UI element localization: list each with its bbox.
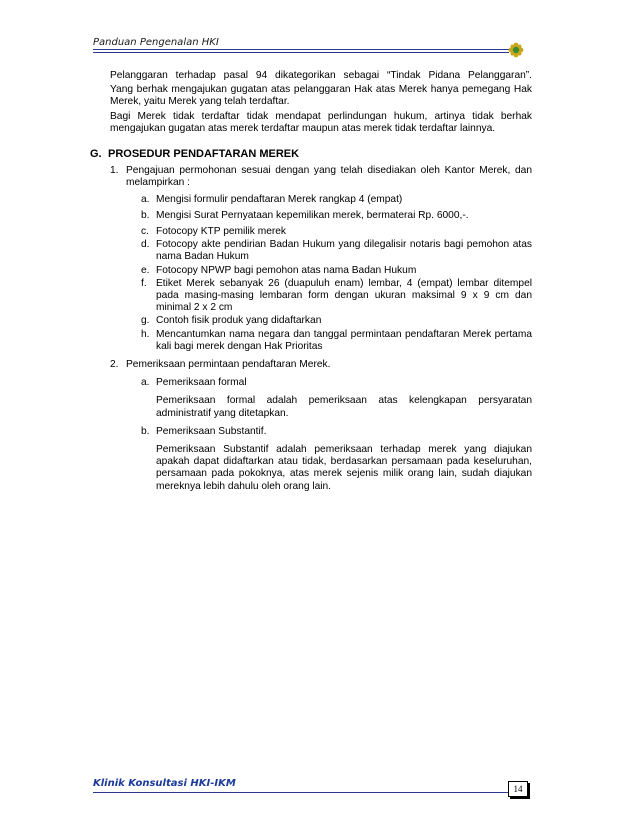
list-text: Pemeriksaan Substantif. — [156, 425, 267, 437]
list-text: Contoh fisik produk yang didaftarkan — [156, 315, 322, 327]
list-marker: b. — [141, 425, 150, 437]
step-text: Pengajuan permohonan sesuai dengan yang telah disediakan oleh Kantor Merek, dan melampirkan : — [126, 165, 532, 189]
list-marker: b. — [141, 209, 150, 221]
list-marker: f. — [141, 277, 147, 289]
list-marker: c. — [141, 226, 149, 238]
sub-paragraph: Pemeriksaan formal adalah pemeriksaan atas kelengkapan persyaratan administratif yang ditetapkan. — [156, 395, 532, 419]
section-title: PROSEDUR PENDAFTARAN MEREK — [108, 148, 300, 161]
list-text: Pemeriksaan formal — [156, 377, 247, 389]
step-text: Pemeriksaan permintaan pendaftaran Merek. — [126, 359, 331, 371]
list-item — [90, 210, 532, 222]
list-item — [90, 265, 532, 277]
section-heading — [90, 148, 532, 160]
list-item — [90, 377, 532, 389]
list-marker: a. — [141, 377, 150, 389]
list-text: Fotocopy NPWP bagi pemohon atas nama Badan Hukum — [156, 264, 417, 276]
section-letter: G. — [90, 148, 102, 161]
list-marker: g. — [141, 315, 150, 327]
footer-rule — [93, 792, 509, 793]
list-item — [90, 278, 532, 315]
header-rule — [93, 49, 509, 50]
step-number: 2. — [110, 359, 119, 371]
running-header: Panduan Pengenalan HKI — [93, 37, 219, 48]
numbered-step — [90, 165, 532, 189]
page-number: 14 — [508, 781, 528, 797]
list-marker: e. — [141, 264, 150, 276]
list-item — [90, 194, 532, 206]
intro-paragraph: Pelanggaran terhadap pasal 94 dikategorikan sebagai “Tindak Pidana Pelanggaran”. — [110, 70, 532, 81]
list-text: Mengisi formulir pendaftaran Merek rangkap 4 (empat) — [156, 193, 403, 205]
list-text: Etiket Merek sebanyak 26 (duapuluh enam) lembar, 4 (empat) lembar ditempel pada masing-masing lembaran form dengan ukuran maksimal 9 x 9 cm dan minimal 2 x 2 cm — [156, 277, 532, 314]
page-body — [90, 70, 532, 499]
list-marker: a. — [141, 193, 150, 205]
list-item — [90, 226, 532, 238]
step-number: 1. — [110, 165, 119, 177]
sub-paragraph: Pemeriksaan Substantif adalah pemeriksaan terhadap merek yang diajukan apakah dapat didaftarkan atau tidak, berdasarkan persamaan pada keseluruhan, persamaan pada pokoknya, atas merek sejenis milik orang lain, sudah diajukan mereknya lebih dahulu oleh orang lain. — [156, 444, 532, 492]
list-item — [90, 329, 532, 353]
intro-paragraph: Yang berhak mengajukan gugatan atas pelanggaran Hak atas Merek hanya pemegang Hak Merek, yaitu Merek yang telah terdaftar. — [110, 84, 532, 108]
footer-title: Klinik Konsultasi HKI-IKM — [93, 778, 236, 789]
list-item — [90, 239, 532, 263]
intro-paragraph: Bagi Merek tidak terdaftar tidak mendapat perlindungan hukum, artinya tidak berhak mengajukan gugatan atas merek terdaftar maupun atas merek tidak terdaftar lainnya. — [110, 110, 532, 134]
list-text: Fotocopy KTP pemilik merek — [156, 226, 287, 238]
list-marker: d. — [141, 239, 150, 251]
list-text: Mengisi Surat Pernyataan kepemilikan merek, bermaterai Rp. 6000,-. — [156, 209, 469, 221]
list-item — [90, 315, 532, 327]
list-item — [90, 426, 532, 438]
numbered-step — [90, 359, 532, 371]
header-rule-thin — [93, 52, 509, 53]
flower-logo-icon — [508, 42, 524, 58]
list-text: Fotocopy akte pendirian Badan Hukum yang dilegalisir notaris bagi pemohon atas nama Badan Hukum — [156, 239, 532, 263]
list-marker: h. — [141, 328, 150, 340]
list-text: Mencantumkan nama negara dan tanggal permintaan pendaftaran Merek pertama kali bagi merek dengan Hak Prioritas — [156, 328, 532, 352]
